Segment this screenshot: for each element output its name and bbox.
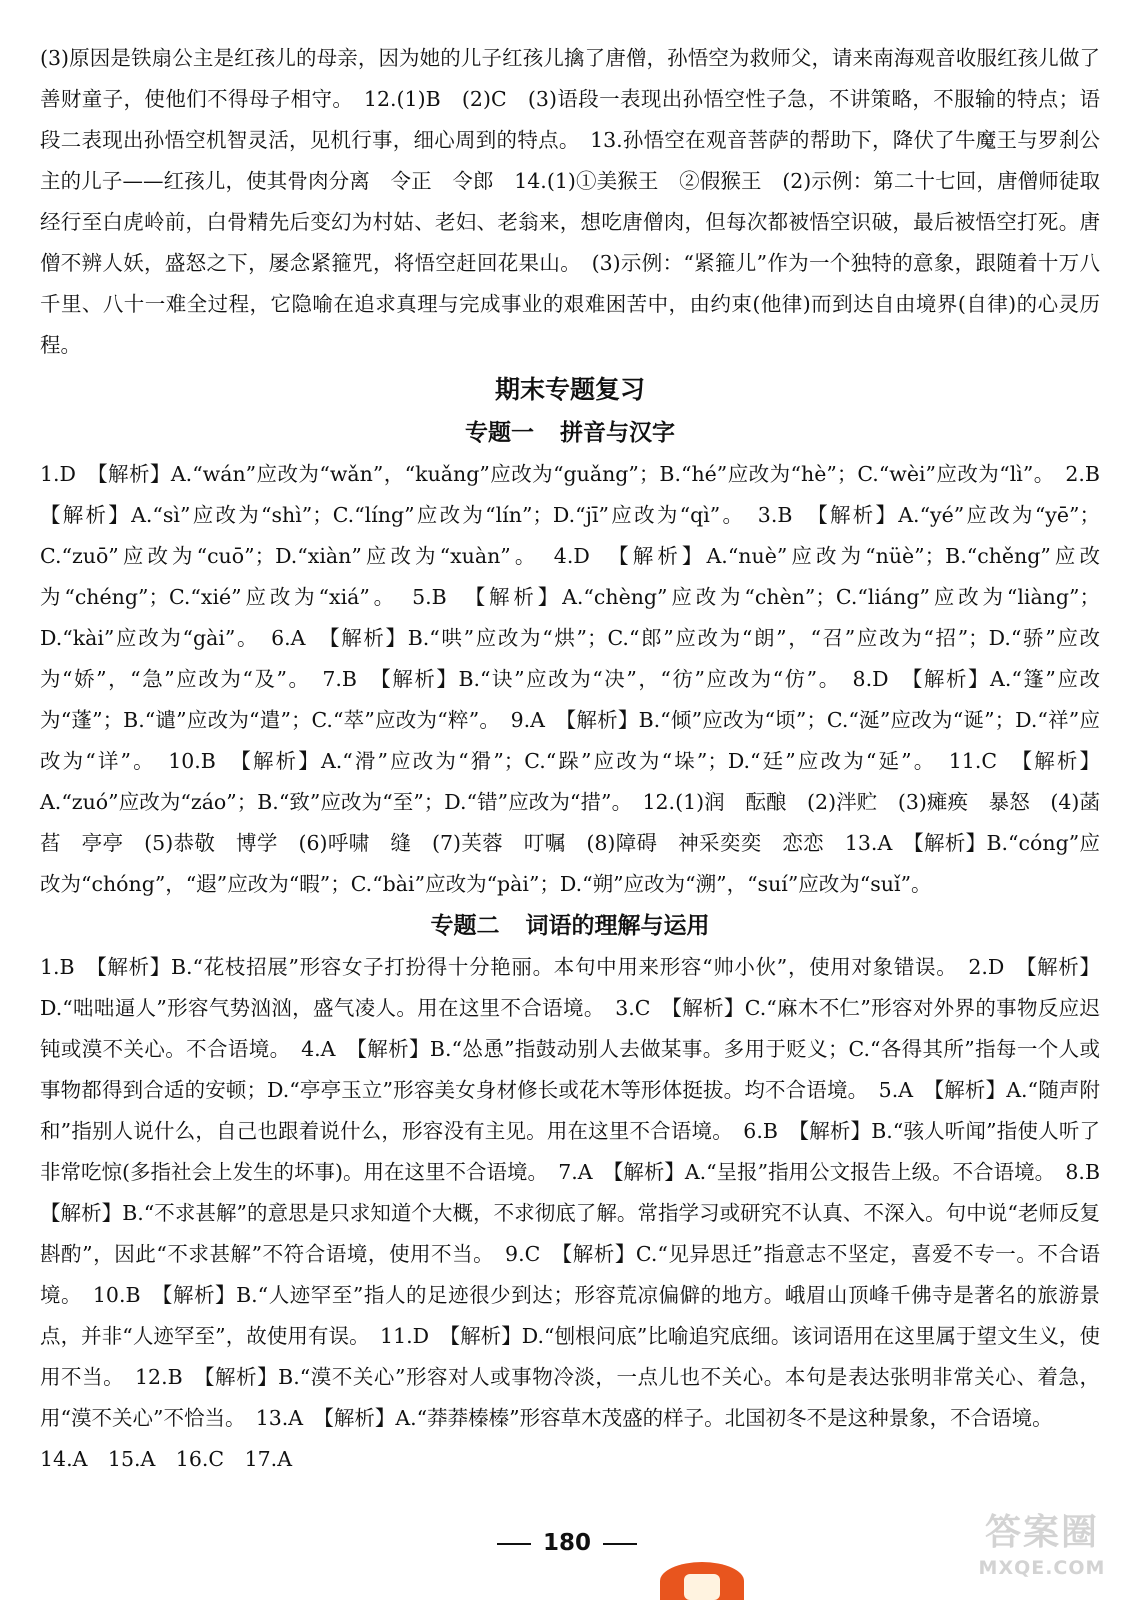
section-two-last-line: 14.A 15.A 16.C 17.A (40, 1447, 293, 1471)
watermark-top: 答案圈 (984, 1512, 1099, 1553)
site-watermark (962, 1510, 1122, 1592)
footer-dash-left (497, 1543, 531, 1545)
section-two-answers: 1.B 【解析】B.“花枝招展”形容女子打扮得十分艳丽。本句中用来形容“帅小伙”，使用对象错误。 2.D 【解析】D.“咄咄逼人”形容气势汹汹，盛气凌人。用在这里不合语境。 3.C 【解析】C.“麻木不仁”形容对外界的事物反应迟钝或漠不关心。不合语境。 4.A 【解析】B.“怂恿”指鼓动别人去做某事。多用于贬义；C.“各得其所”指每一个人或事物都得到合适的安顿；D.“亭亭玉立”形容美女身材修长或花木等形体挺拔。均不合语境。 5.A 【解析】A.“随声附和”指别人说什么，自己也跟着说什么，形容没有主见。用在这里不合语境。 6.B 【解析】B.“骇人听闻”指使人听了非常吃惊(多指社会上发生的坏事)。用在这里不合语境。 7.A 【解析】A.“呈报”指用公文报告上级。不合语境。 8.B 【解析】B.“不求甚解”的意思是只求知道个大概，不求彻底了解。常指学习或研究不认真、不深入。句中说“老师反复斟酌”，因此“不求甚解”不符合语境，使用不当。 9.C 【解析】C.“见异思迁”指意志不坚定，喜爱不专一。不合语境。 10.B 【解析】B.“人迹罕至”指人的足迹很少到达；形容荒凉偏僻的地方。峨眉山顶峰千佛寺是著名的旅游景点，并非“人迹罕至”，故使用有误。 11.D 【解析】D.“刨根问底”比喻追究底细。该词语用在这里属于望文生义，使用不当。 12.B 【解析】B.“漠不关心”形容对人或事物冷淡，一点儿也不关心。本句是表达张明非常关心、着急，用“漠不关心”不恰当。 13.A 【解析】A.“莽莽榛榛”形容草木茂盛的样子。北国初冬不是这种景象，不合语境。 (40, 955, 1121, 1430)
page-number: 180 (542, 1530, 591, 1556)
previous-answers-paragraph: (3)原因是铁扇公主是红孩儿的母亲，因为她的儿子红孩儿擒了唐僧，孙悟空为救师父，请来南海观音收服红孩儿做了善财童子，使他们不得母子相守。 12.(1)B (2)C (3)语段一表现出孙悟空性子急，不讲策略，不服输的特点；语段二表现出孙悟空机智灵活，见机行事，细心周到的特点。 13.孙悟空在观音菩萨的帮助下，降伏了牛魔王与罗刹公主的儿子——红孩儿，使其骨肉分离 令正 令郎 14.(1)①美猴王 ②假猴王 (2)示例：第二十七回，唐僧师徒取经行至白虎岭前，白骨精先后变幻为村姑、老妇、老翁来，想吃唐僧肉，但每次都被悟空识破，最后被悟空打死。唐僧不辨人妖，盛怒之下，屡念紧箍咒，将悟空赶回花果山。 (3)示例：“紧箍儿”作为一个独特的意象，跟随着十万八千里、八十一难全过程，它隐喻在追求真理与完成事业的艰难困苦中，由约束(他律)而到达自由境界(自律)的心灵历程。 (40, 46, 1100, 357)
answer-page (40, 38, 1121, 1480)
section-one-title: 拼音与汉字 (560, 420, 675, 446)
publisher-stamp-icon (660, 1562, 744, 1600)
section-one-number: 专题一 (465, 420, 534, 446)
watermark-bottom: MXQE.COM (978, 1557, 1106, 1579)
section-one-answers: 1.D 【解析】A.“wán”应改为“wǎn”，“kuǎng”应改为“guǎng”；B.“hé”应改为“hè”；C.“wèi”应改为“lì”。 2.B 【解析】A.“sì”应改为“shì”；C.“líng”应改为“lín”；D.“jī”应改为“qì”。 3.B 【解析】A.“yé”应改为“yē”；C.“zuō”应改为“cuō”；D.“xiàn”应改为“xuàn”。 4.D 【解析】A.“nuè”应改为“nüè”；B.“chěng”应改为“chéng”；C.“xié”应改为“xiá”。 5.B 【解析】A.“chèng”应改为“chèn”；C.“liáng”应改为“liàng”；D.“kài”应改为“gài”。 6.A 【解析】B.“哄”应改为“烘”；C.“郎”应改为“朗”，“召”应改为“招”；D.“骄”应改为“娇”，“急”应改为“及”。 7.B 【解析】B.“诀”应改为“决”，“彷”应改为“仿”。 8.D 【解析】A.“篷”应改为“蓬”；B.“谴”应改为“遣”；C.“萃”应改为“粹”。 9.A 【解析】B.“倾”应改为“顷”；C.“涎”应改为“诞”；D.“祥”应改为“详”。 10.B 【解析】A.“滑”应改为“猾”；C.“跺”应改为“垛”；D.“廷”应改为“延”。 11.C 【解析】A.“zuó”应改为“záo”；B.“致”应改为“至”；D.“错”应改为“措”。 12.(1)润 酝酿 (2)泮贮 (3)瘫痪 暴怒 (4)菡萏 亭亭 (5)恭敬 博学 (6)呼啸 缝 (7)芙蓉 叮嘱 (8)障碍 神采奕奕 恋恋 13.A 【解析】B.“cóng”应改为“chóng”，“遐”应改为“暇”；C.“bài”应改为“pài”；D.“朔”应改为“溯”，“suí”应改为“suǐ”。 (40, 462, 1121, 896)
section-two-number: 专题二 (430, 913, 500, 939)
page-title: 期末专题复习 (494, 375, 645, 404)
section-two-title: 词语的理解与运用 (525, 913, 710, 939)
section-one-heading (40, 412, 1100, 454)
footer-dash-right (603, 1543, 637, 1545)
section-two-heading (40, 905, 1100, 947)
